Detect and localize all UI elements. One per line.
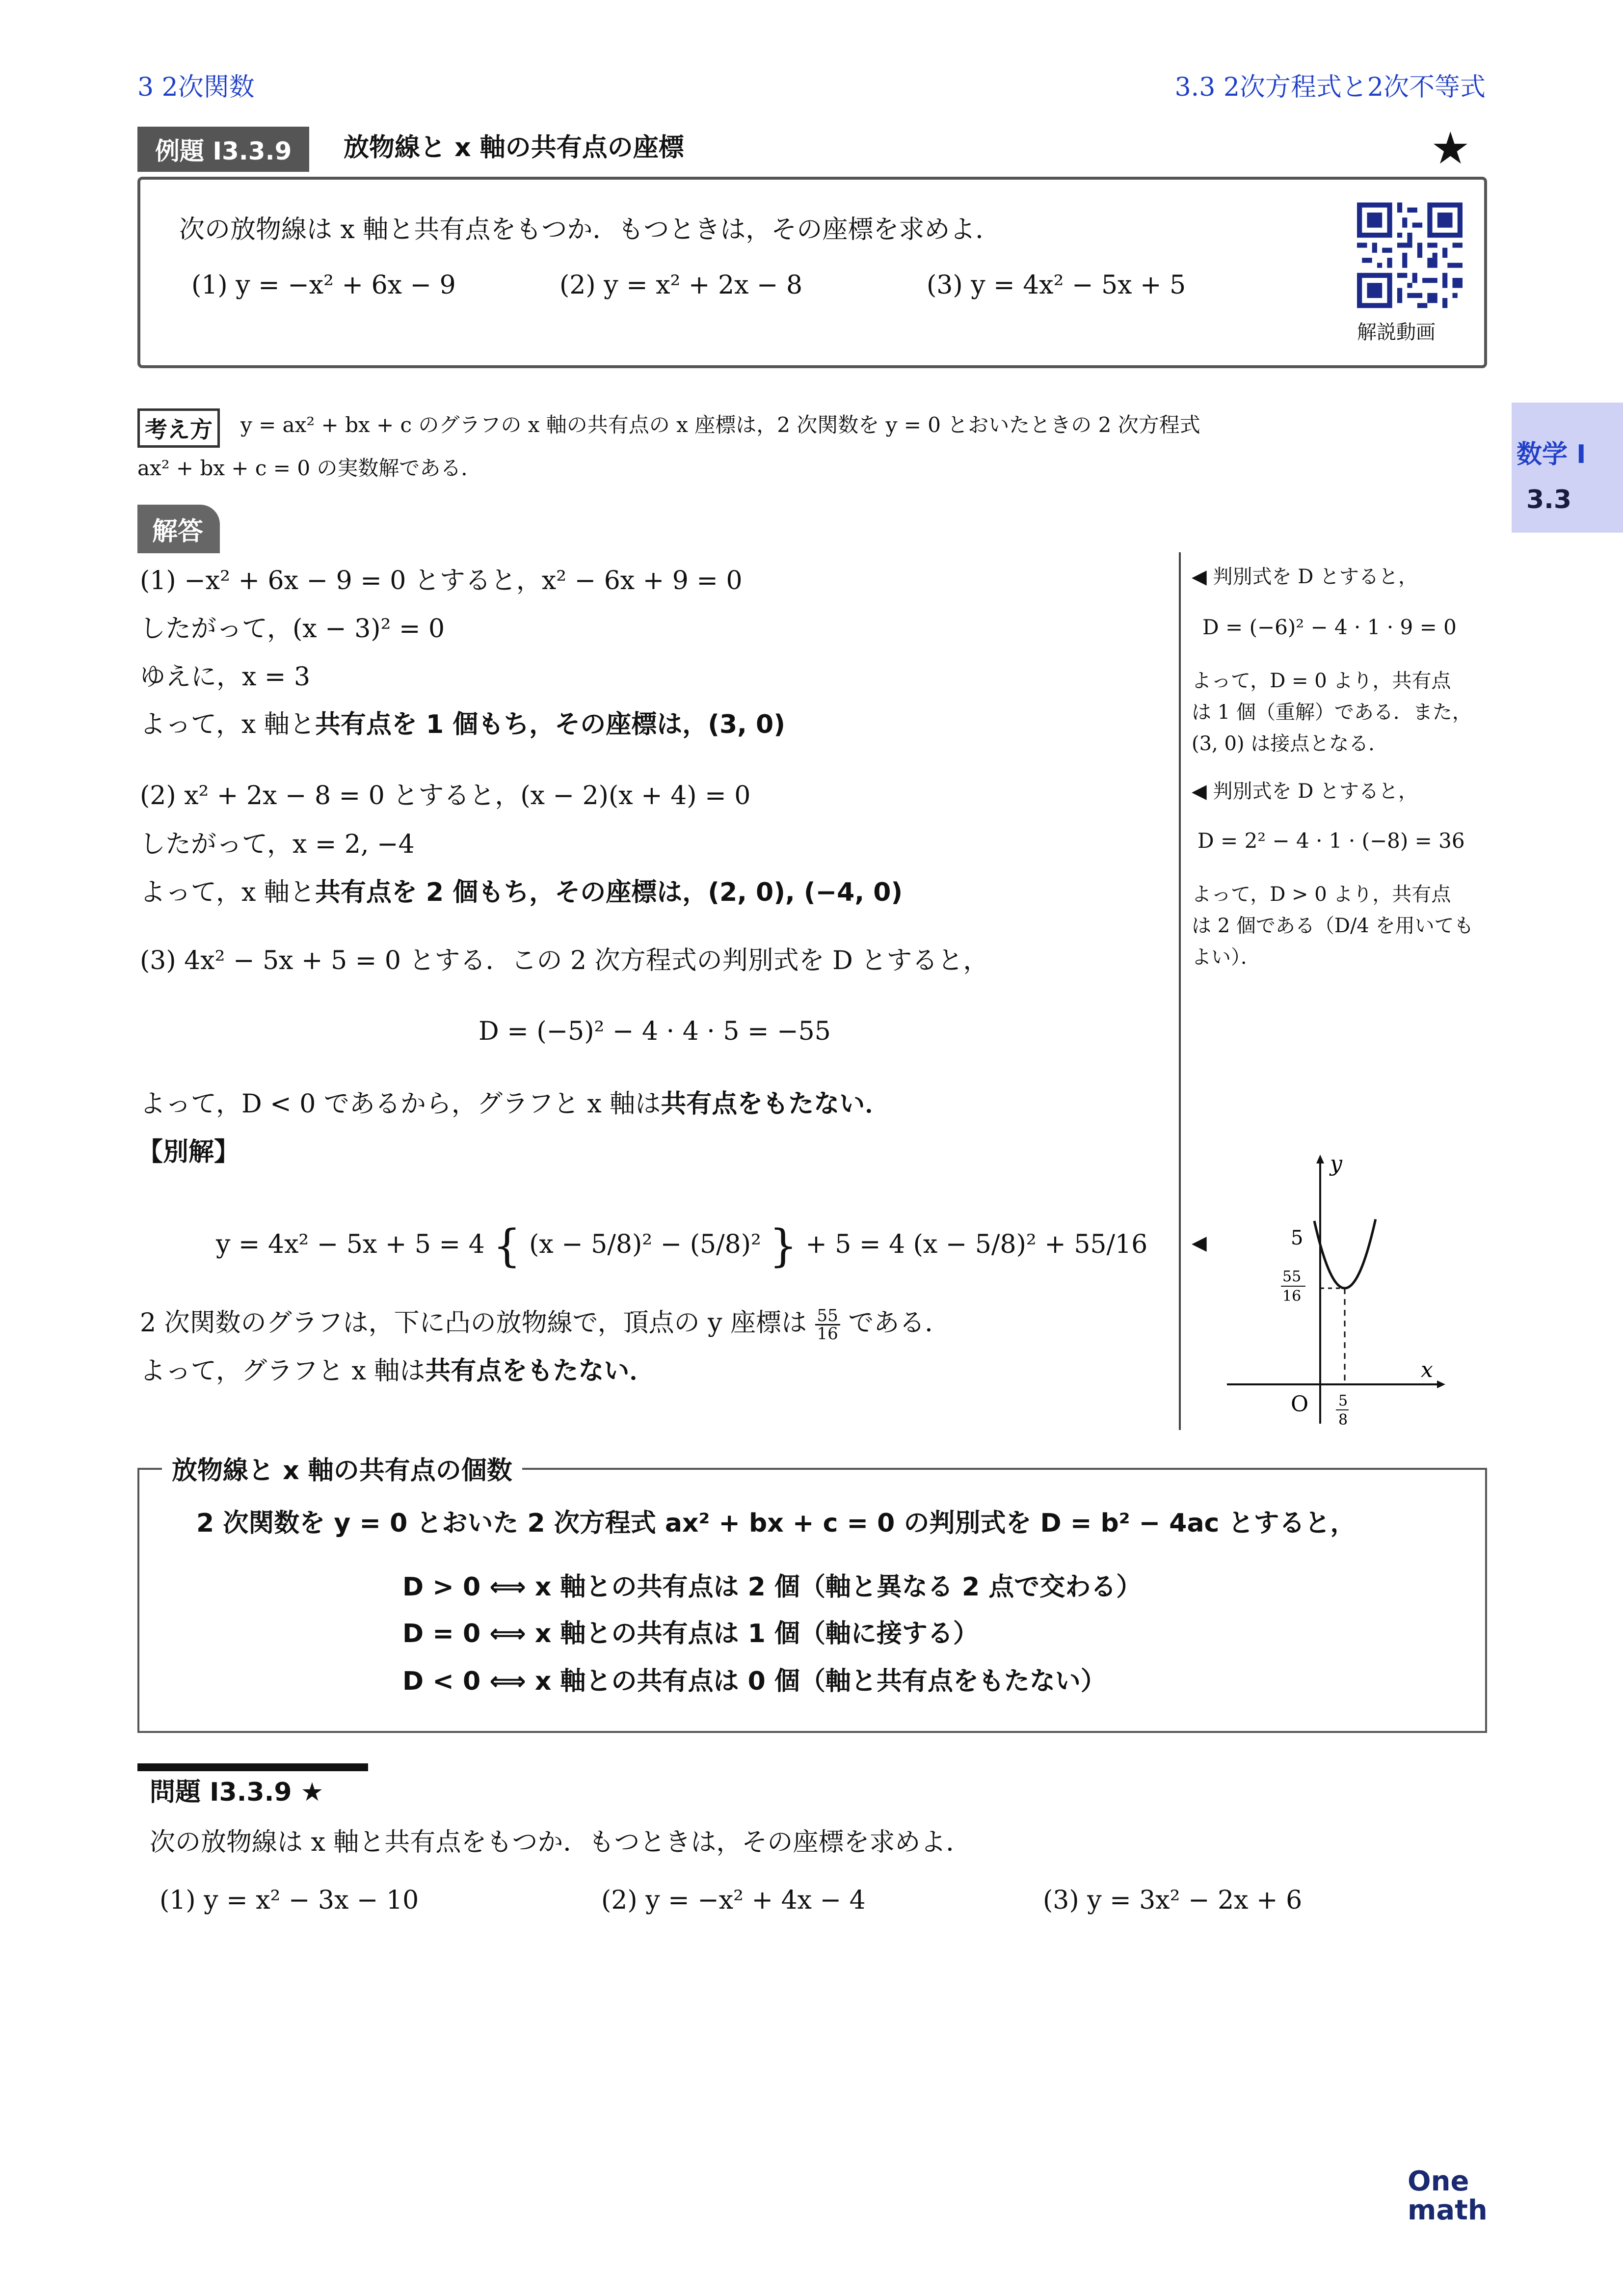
- note2-body-line: よい）．: [1192, 946, 1260, 969]
- sol2-conclusion-bold: 共有点を 2 個もち，その座標は，(2, 0), (−4, 0): [315, 878, 903, 907]
- sol2-line-2: したがって，x = 2, −4: [140, 830, 415, 859]
- alt-line-2-pre: よって，グラフと x 軸は: [140, 1356, 426, 1386]
- summary-row-2: D = 0 ⟺ x 軸との共有点は 1 個（軸に接する）: [402, 1619, 979, 1648]
- note2-equation: D = 2² − 4 · 1 · (−8) = 36: [1197, 829, 1465, 853]
- sol3-conclusion-bold: 共有点をもたない．: [661, 1089, 891, 1119]
- example-star-icon: ★: [1431, 123, 1470, 174]
- logo-line-2: math: [1408, 2194, 1488, 2226]
- alt-eq-part-b: (x − 5/8)² − (5/8)²: [529, 1230, 761, 1259]
- parabola-curve: [1314, 1219, 1376, 1289]
- frac-num: 55: [815, 1307, 840, 1325]
- problem-star-icon: ★: [300, 1778, 324, 1807]
- note1-body: [1192, 665, 1472, 759]
- note2-head: ◀ 判別式を D とすると，: [1192, 780, 1418, 803]
- problem-item-3: (3) y = 3x² − 2x + 6: [1043, 1886, 1303, 1915]
- chapter-header: 3 2次関数: [137, 73, 255, 102]
- alt-line-2-bold: 共有点をもたない．: [425, 1356, 655, 1386]
- onemath-logo: [1408, 2167, 1488, 2225]
- sol1-conclusion: [140, 708, 785, 742]
- note1-body-line: よって，D = 0 より，共有点: [1192, 670, 1451, 692]
- note2-body-line: は 2 個である（D/4 を用いても: [1192, 915, 1474, 937]
- alt-eq-brace-close: }: [769, 1220, 798, 1272]
- graph-tick-5-num: 5: [1338, 1392, 1348, 1409]
- problem-bar: [137, 1763, 368, 1771]
- alt-line-1: [140, 1307, 950, 1342]
- graph-tick-8-den: 8: [1338, 1411, 1348, 1429]
- summary-row-3: D < 0 ⟺ x 軸との共有点は 0 個（軸と共有点をもたない）: [402, 1667, 1106, 1696]
- alt-eq-part-a: y = 4x² − 5x + 5 = 4: [216, 1230, 485, 1259]
- problem-label: [150, 1776, 323, 1810]
- example-prompt: 次の放物線は x 軸と共有点をもつか．もつときは，その座標を求めよ．: [179, 215, 1001, 244]
- logo-line-1: One: [1408, 2165, 1469, 2197]
- x-axis-arrow-icon: [1437, 1380, 1445, 1388]
- sol1-line-3: ゆえに，x = 3: [140, 662, 311, 692]
- side-tab-section: 3.3: [1526, 485, 1572, 514]
- problem-item-1: (1) y = x² − 3x − 10: [160, 1886, 419, 1915]
- alt-line-1-post: である．: [848, 1308, 951, 1338]
- problem-label-text: 問題 I3.3.9: [150, 1778, 292, 1807]
- sol2-conclusion: [140, 876, 903, 910]
- note1-equation: D = (−6)² − 4 · 1 · 9 = 0: [1202, 615, 1457, 639]
- section-header: 3.3 2次方程式と2次不等式: [1174, 73, 1486, 102]
- note2-body: [1192, 879, 1474, 973]
- sol3-conclusion-pre: よって，D < 0 であるから，グラフと x 軸は: [140, 1089, 661, 1119]
- parabola-graph: [1217, 1149, 1453, 1433]
- alt-eq-brace-open: {: [493, 1220, 521, 1272]
- graph-origin-label: O: [1291, 1392, 1309, 1417]
- alt-line-1-pre: 2 次関数のグラフは，下に凸の放物線で，頂点の y 座標は: [140, 1308, 807, 1338]
- summary-lead: 2 次関数を y = 0 とおいた 2 次方程式 ax² + bx + c = 0 の判別式を D = b² − 4ac とすると，: [196, 1509, 1356, 1538]
- sol3-line-1: (3) 4x² − 5x + 5 = 0 とする．この 2 次方程式の判別式を D とすると，: [140, 946, 989, 975]
- example-label: 例題 I3.3.9: [137, 127, 309, 172]
- sol3-conclusion: [140, 1088, 890, 1121]
- graph-tick-5: 5: [1291, 1227, 1304, 1249]
- graph-tick-55-num: 55: [1282, 1268, 1302, 1285]
- alt-eq-part-c: + 5 = 4: [805, 1230, 905, 1259]
- alt-line-1-fraction: [815, 1307, 840, 1342]
- example-item-2: (2) y = x² + 2x − 8: [559, 270, 803, 300]
- summary-row-1: D > 0 ⟺ x 軸との共有点は 2 個（軸と異なる 2 点で交わる）: [402, 1572, 1142, 1602]
- example-title: 放物線と x 軸の共有点の座標: [344, 133, 684, 162]
- problem-prompt: 次の放物線は x 軸と共有点をもつか．もつときは，その座標を求めよ．: [150, 1828, 972, 1857]
- answer-label: 解答: [137, 505, 220, 553]
- margin-divider: [1179, 552, 1181, 1430]
- example-item-1: (1) y = −x² + 6x − 9: [191, 270, 456, 300]
- alt-line-2: [140, 1355, 655, 1388]
- note2-body-line: よって，D > 0 より，共有点: [1192, 883, 1451, 906]
- alt-solution-label: 【別解】: [137, 1137, 240, 1167]
- graph-y-label: y: [1330, 1151, 1342, 1176]
- alt-eq-part-d: (x − 5/8)² + 55/16: [913, 1230, 1148, 1259]
- sol2-conclusion-pre: よって，x 軸と: [140, 878, 315, 907]
- problem-item-2: (2) y = −x² + 4x − 4: [601, 1886, 866, 1915]
- summary-title: 放物線と x 軸の共有点の個数: [162, 1450, 522, 1486]
- sol1-line-2: したがって，(x − 3)² = 0: [140, 614, 445, 644]
- approach-label: 考え方: [137, 408, 220, 448]
- qr-caption: 解説動画: [1357, 321, 1436, 344]
- sol2-line-1: (2) x² + 2x − 8 = 0 とすると，(x − 2)(x + 4) = 0: [140, 781, 751, 810]
- y-axis-arrow-icon: [1316, 1155, 1324, 1163]
- graph-marker-icon: ◀: [1192, 1232, 1207, 1254]
- approach-line-2: ax² + bx + c = 0 の実数解である．: [137, 456, 482, 480]
- graph-tick-16-den: 16: [1282, 1288, 1302, 1305]
- frac-den: 16: [817, 1324, 838, 1344]
- example-item-3: (3) y = 4x² − 5x + 5: [927, 270, 1186, 300]
- note1-body-line: は 1 個（重解）である．また，: [1192, 701, 1472, 724]
- graph-x-label: x: [1421, 1357, 1433, 1382]
- note1-body-line: (3, 0) は接点となる．: [1192, 732, 1388, 755]
- sol1-conclusion-pre: よって，x 軸と: [140, 710, 315, 739]
- approach-line-1: y = ax² + bx + c のグラフの x 軸の共有点の x 座標は，2 次関数を y = 0 とおいたときの 2 次方程式: [240, 413, 1200, 437]
- alt-equation: [216, 1217, 1147, 1275]
- side-tab-subject: 数学 I: [1517, 440, 1586, 469]
- note1-head: ◀ 判別式を D とすると，: [1192, 566, 1418, 588]
- sol3-equation: D = (−5)² − 4 · 4 · 5 = −55: [479, 1017, 831, 1046]
- sol1-conclusion-bold: 共有点を 1 個もち，その座標は，(3, 0): [315, 710, 785, 739]
- sol1-line-1: (1) −x² + 6x − 9 = 0 とすると，x² − 6x + 9 = 0: [140, 566, 743, 595]
- qr-code-icon[interactable]: [1357, 199, 1463, 312]
